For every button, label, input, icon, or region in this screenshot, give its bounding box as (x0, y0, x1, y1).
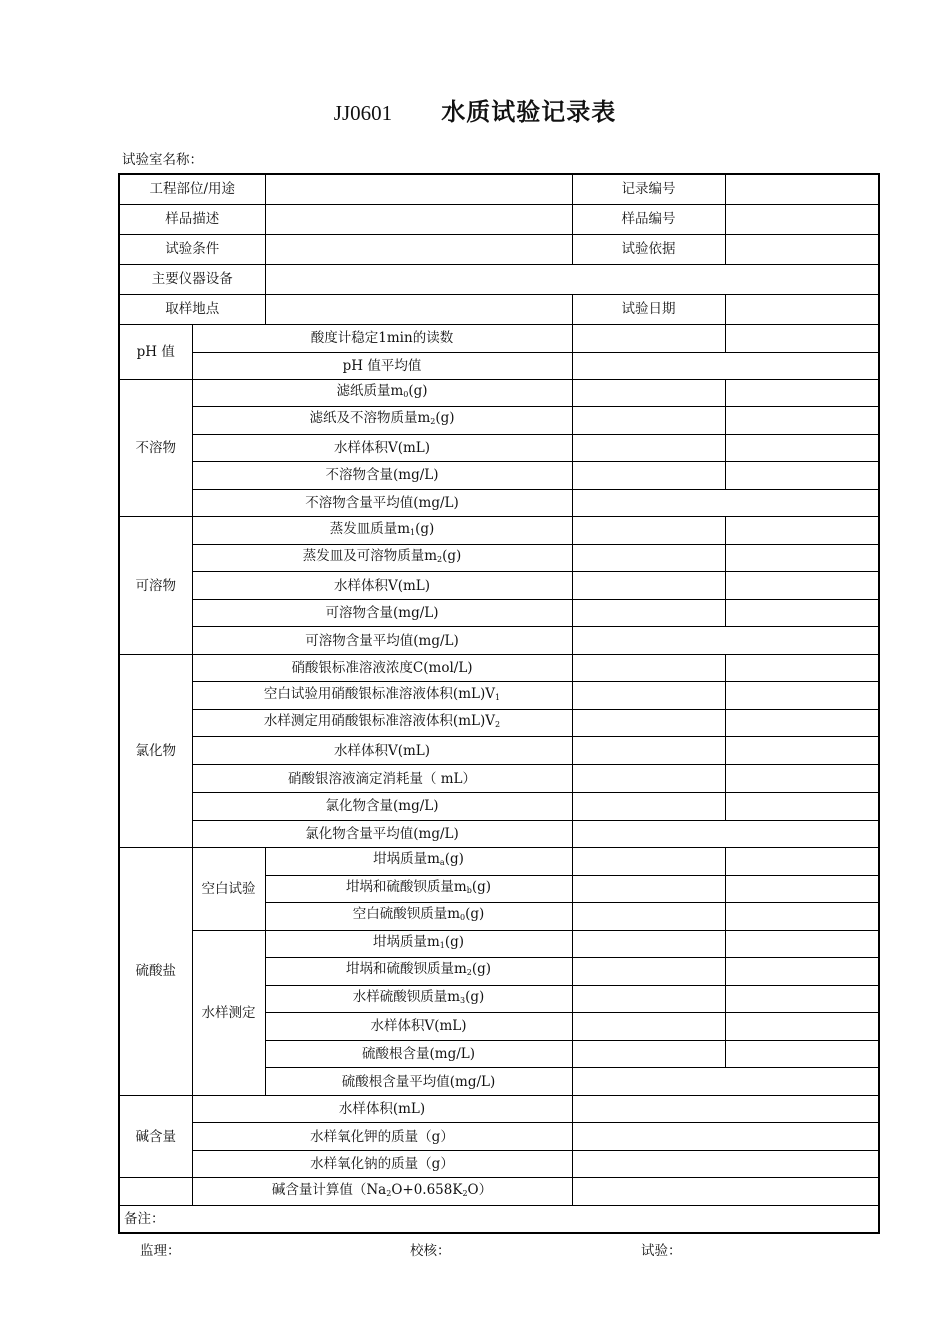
alkali-na2o-label: 水样氧化钠的质量（g） (192, 1151, 572, 1178)
date-label: 试验日期 (572, 294, 725, 324)
chloride-blank-vol-2[interactable] (725, 682, 879, 710)
sample-desc-value[interactable] (265, 204, 572, 234)
chloride-content-2[interactable] (725, 792, 879, 820)
chloride-average-value[interactable] (572, 820, 879, 847)
date-value[interactable] (725, 294, 879, 324)
insoluble-average-value[interactable] (572, 490, 879, 517)
insoluble-paper-mass-2[interactable] (725, 379, 879, 406)
alkali-na2o-value[interactable] (572, 1151, 879, 1178)
sulfate-blank-label: 空白试验 (192, 847, 265, 930)
insoluble-paper-mass-label: 滤纸质量$m_0(g)$ (192, 379, 572, 406)
chloride-titrant-label: 硝酸银溶液滴定消耗量（ mL） (192, 765, 572, 792)
chloride-blank-vol-label: 空白试验用硝酸银标准溶液体积$(mL)V_1$ (192, 682, 572, 710)
soluble-average-label: 可溶物含量平均值(mg/L) (192, 627, 572, 655)
alkali-volume-label: 水样体积(mL) (192, 1096, 572, 1123)
notes-label: 备注： (124, 1211, 165, 1228)
basis-value[interactable] (725, 234, 879, 264)
sample-no-value[interactable] (725, 204, 879, 234)
sulfate-volume-2[interactable] (725, 1012, 879, 1040)
ph-average-label: pH 值平均值 (192, 352, 572, 379)
soluble-volume-1[interactable] (572, 572, 725, 600)
chloride-volume-2[interactable] (725, 737, 879, 765)
alkali-k2o-value[interactable] (572, 1123, 879, 1151)
record-no-value[interactable] (725, 174, 879, 204)
soluble-content-label: 可溶物含量(mg/L) (192, 600, 572, 627)
equipment-value[interactable] (265, 264, 879, 294)
insoluble-content-1[interactable] (572, 461, 725, 489)
soluble-average-value[interactable] (572, 627, 879, 655)
sulfate-label: 硫酸盐 (119, 847, 192, 1095)
form-code: JJ0601 (333, 101, 393, 125)
alkali-calc-label: 碱含量计算值$(Na_2O+0.658K_2O)$ (192, 1178, 572, 1206)
sulfate-blank-crucible-label: 坩埚质量$m_a(g)$ (265, 847, 572, 875)
chloride-titrant-2[interactable] (725, 765, 879, 792)
insoluble-average-label: 不溶物含量平均值(mg/L) (192, 490, 572, 517)
chloride-sample-vol-2[interactable] (725, 710, 879, 737)
alkali-label: 碱含量 (119, 1096, 192, 1178)
chloride-volume-label: 水样体积V(mL) (192, 737, 572, 765)
chloride-titrant-1[interactable] (572, 765, 725, 792)
soluble-volume-label: 水样体积V(mL) (192, 572, 572, 600)
insoluble-volume-label: 水样体积V(mL) (192, 434, 572, 461)
sulfate-sample-crucible-baso4-1[interactable] (572, 957, 725, 985)
sulfate-sample-crucible-2[interactable] (725, 930, 879, 957)
sulfate-blank-crucible-baso4-1[interactable] (572, 875, 725, 902)
project-value[interactable] (265, 174, 572, 204)
sulfate-content-2[interactable] (725, 1040, 879, 1067)
chloride-label: 氯化物 (119, 655, 192, 847)
alkali-k2o-label: 水样氧化钾的质量（g） (192, 1123, 572, 1151)
form-title (0, 92, 950, 127)
ph-reading-2[interactable] (725, 324, 879, 352)
sulfate-blank-baso4-1[interactable] (572, 902, 725, 930)
ph-reading-1[interactable] (572, 324, 725, 352)
sulfate-volume-label: 水样体积V(mL) (265, 1012, 572, 1040)
sulfate-content-label: 硫酸根含量(mg/L) (265, 1040, 572, 1067)
soluble-label: 可溶物 (119, 517, 192, 655)
equipment-label: 主要仪器设备 (119, 264, 265, 294)
sulfate-content-1[interactable] (572, 1040, 725, 1067)
chloride-conc-1[interactable] (572, 655, 725, 682)
sulfate-sample-baso4-1[interactable] (572, 985, 725, 1012)
location-label: 取样地点 (119, 294, 265, 324)
chloride-volume-1[interactable] (572, 737, 725, 765)
sulfate-blank-crucible-1[interactable] (572, 847, 725, 875)
basis-label: 试验依据 (572, 234, 725, 264)
soluble-dish-residue-2[interactable] (725, 545, 879, 572)
sulfate-blank-crucible-baso4-label: 坩埚和硫酸钡质量$m_b(g)$ (265, 875, 572, 902)
sulfate-sample-baso4-label: 水样硫酸钡质量$m_3(g)$ (265, 985, 572, 1012)
alkali-calc-blank (119, 1178, 192, 1206)
insoluble-paper-mass-1[interactable] (572, 379, 725, 406)
soluble-content-2[interactable] (725, 600, 879, 627)
conditions-label: 试验条件 (119, 234, 265, 264)
chloride-average-label: 氯化物含量平均值(mg/L) (192, 820, 572, 847)
chloride-conc-2[interactable] (725, 655, 879, 682)
sample-no-label: 样品编号 (572, 204, 725, 234)
sulfate-sample-baso4-2[interactable] (725, 985, 879, 1012)
sulfate-sample-crucible-baso4-2[interactable] (725, 957, 879, 985)
conditions-value[interactable] (265, 234, 572, 264)
chloride-sample-vol-1[interactable] (572, 710, 725, 737)
sample-desc-label: 样品描述 (119, 204, 265, 234)
project-label: 工程部位/用途 (119, 174, 265, 204)
sulfate-sample-crucible-1[interactable] (572, 930, 725, 957)
chloride-blank-vol-1[interactable] (572, 682, 725, 710)
sulfate-sample-crucible-baso4-label: 坩埚和硫酸钡质量$m_2(g)$ (265, 957, 572, 985)
soluble-dish-mass-label: 蒸发皿质量$m_1(g)$ (192, 517, 572, 545)
alkali-volume-value[interactable] (572, 1096, 879, 1123)
soluble-dish-mass-2[interactable] (725, 517, 879, 545)
chloride-conc-label: 硝酸银标准溶液浓度C(mol/L) (192, 655, 572, 682)
soluble-volume-2[interactable] (725, 572, 879, 600)
lab-name-label: 试验室名称： (122, 152, 203, 168)
insoluble-content-label: 不溶物含量(mg/L) (192, 461, 572, 489)
sulfate-blank-baso4-label: 空白硫酸钡质量$m_0(g)$ (265, 902, 572, 930)
ph-label: pH 值 (119, 324, 192, 379)
insoluble-paper-residue-label: 滤纸及不溶物质量$m_2(g)$ (192, 406, 572, 434)
location-value[interactable] (265, 294, 572, 324)
sulfate-sample-label: 水样测定 (192, 930, 265, 1095)
sulfate-blank-baso4-2[interactable] (725, 902, 879, 930)
insoluble-paper-residue-1[interactable] (572, 406, 725, 434)
supervisor-label: 监理： (140, 1243, 181, 1259)
soluble-dish-residue-label: 蒸发皿及可溶物质量$m_2(g)$ (192, 545, 572, 572)
sulfate-blank-crucible-baso4-2[interactable] (725, 875, 879, 902)
sulfate-sample-crucible-label: 坩埚质量$m_1(g)$ (265, 930, 572, 957)
checker-label: 校核： (410, 1243, 451, 1259)
notes-field[interactable] (119, 1206, 879, 1233)
record-table (118, 173, 880, 1234)
chloride-sample-vol-label: 水样测定用硝酸银标准溶液体积$(mL)V_2$ (192, 710, 572, 737)
insoluble-volume-2[interactable] (725, 434, 879, 461)
chloride-content-label: 氯化物含量(mg/L) (192, 792, 572, 820)
insoluble-volume-1[interactable] (572, 434, 725, 461)
ph-reading-label: 酸度计稳定1min的读数 (192, 324, 572, 352)
chloride-content-1[interactable] (572, 792, 725, 820)
soluble-dish-residue-1[interactable] (572, 545, 725, 572)
form-name: 水质试验记录表 (441, 98, 617, 126)
insoluble-paper-residue-2[interactable] (725, 406, 879, 434)
sulfate-volume-1[interactable] (572, 1012, 725, 1040)
tester-label: 试验： (641, 1243, 682, 1259)
sulfate-blank-crucible-2[interactable] (725, 847, 879, 875)
insoluble-label: 不溶物 (119, 379, 192, 516)
insoluble-content-2[interactable] (725, 461, 879, 489)
alkali-calc-value[interactable] (572, 1178, 879, 1206)
sulfate-average-value[interactable] (572, 1068, 879, 1096)
record-no-label: 记录编号 (572, 174, 725, 204)
sulfate-average-label: 硫酸根含量平均值(mg/L) (265, 1068, 572, 1096)
soluble-content-1[interactable] (572, 600, 725, 627)
soluble-dish-mass-1[interactable] (572, 517, 725, 545)
ph-average-value[interactable] (572, 352, 879, 379)
